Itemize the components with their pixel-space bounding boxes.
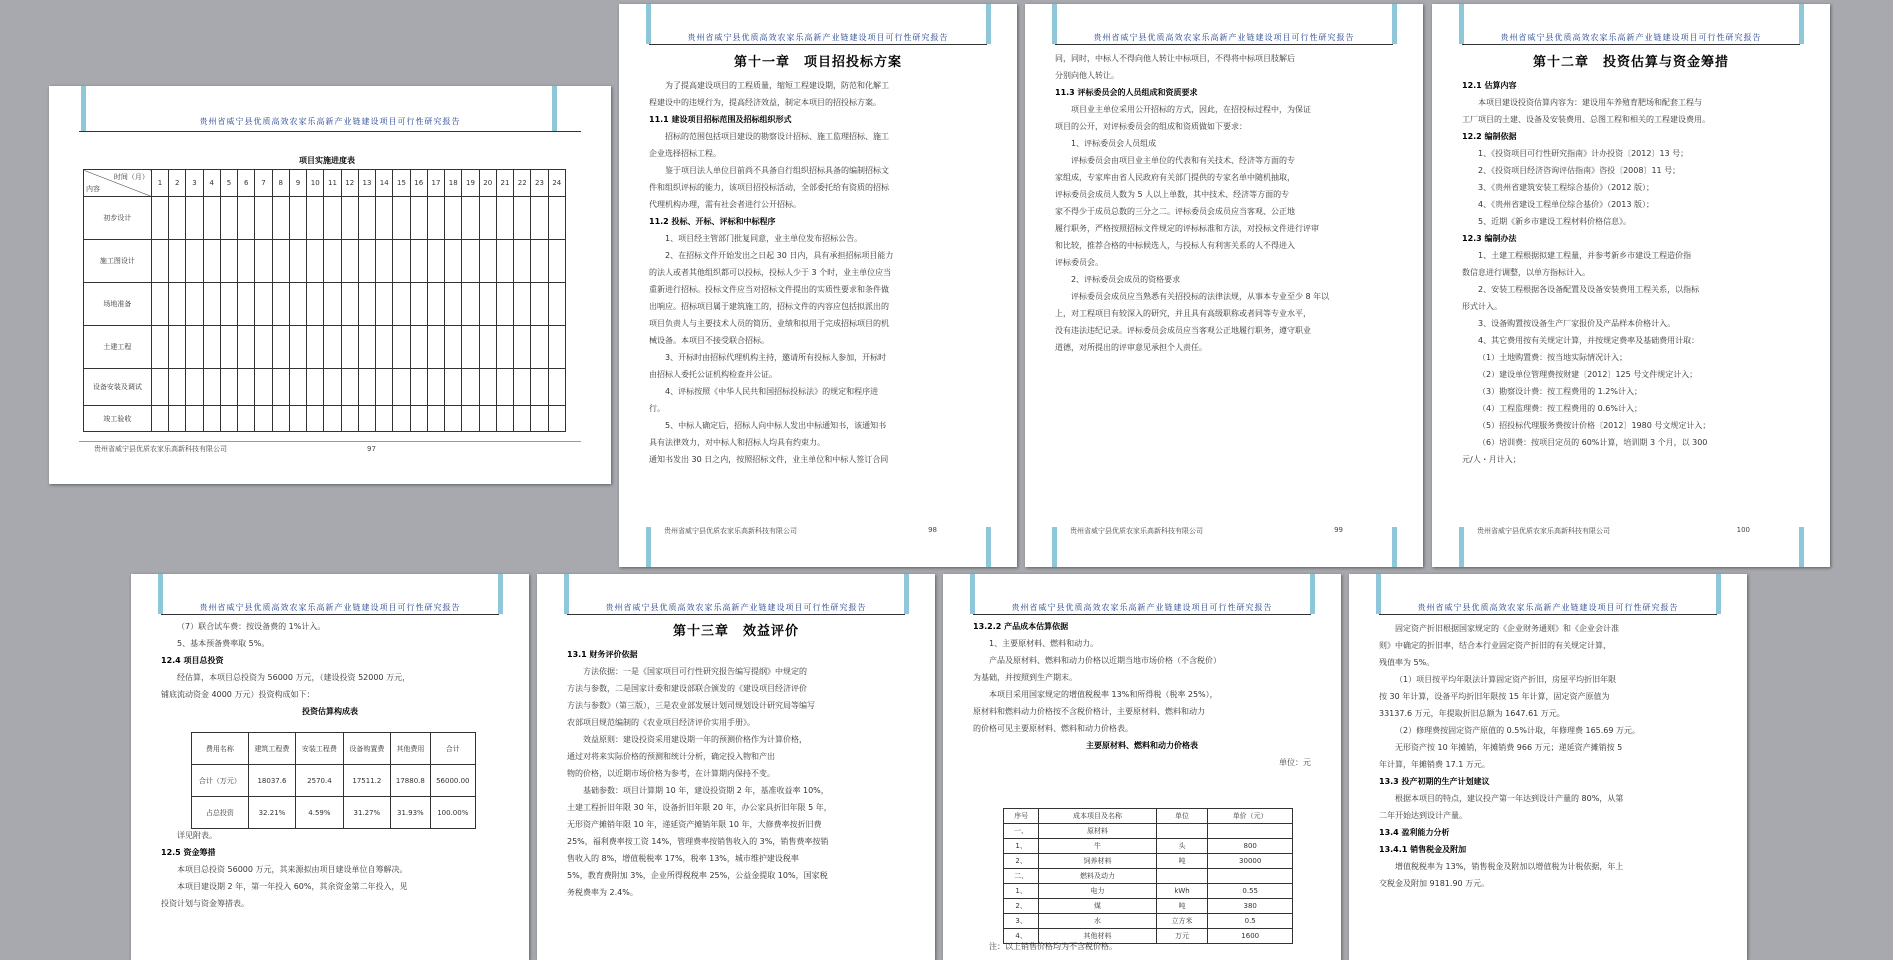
footer-rule <box>79 441 581 442</box>
section-heading: 12.3 编制办法 <box>1462 234 1517 243</box>
page-number: 100 <box>1736 526 1750 534</box>
text-line: 械设备。本项目不接受联合招标。 <box>649 336 769 345</box>
text-line: 项目业主单位采用公开招标的方式，因此，在招投标过程中，为保证 <box>1071 105 1311 114</box>
table-cell <box>1208 824 1293 839</box>
materials-price-table <box>1003 808 1293 944</box>
section-heading: 12.4 项目总投资 <box>161 656 224 665</box>
table-cell: 4.59% <box>296 797 343 829</box>
table-header-cell: 设备购置费 <box>343 733 390 765</box>
table-header-cell: 其他费用 <box>391 733 430 765</box>
page-body <box>1055 50 1393 356</box>
text-line: 无形资产摊销年限 10 年，递延资产摊销年限 10 年，大修费率按折旧费 <box>567 820 822 829</box>
text-line: 详见附表。 <box>177 831 217 840</box>
schedule-row-label: 初步设计 <box>84 197 152 240</box>
text-line: 的价格可见主要原材料、燃料和动力价格表。 <box>973 724 1133 733</box>
page-footer <box>1070 526 1383 536</box>
table-header-cell: 序号 <box>1004 809 1039 824</box>
footer-accent-bar <box>646 527 651 567</box>
month-header: 9 <box>289 170 306 197</box>
table-cell: 30000 <box>1208 854 1293 869</box>
table-row <box>1004 824 1293 839</box>
text-line: 本项目采用国家规定的增值税税率 13%和所得税（税率 25%）， <box>989 690 1218 699</box>
table-cell: 立方米 <box>1156 914 1208 929</box>
table-cell: 0.55 <box>1208 884 1293 899</box>
text-line: 残值率为 5%。 <box>1379 658 1435 667</box>
month-header: 6 <box>238 170 255 197</box>
schedule-row <box>84 369 566 406</box>
text-line: 2、评标委员会成员的资格要求 <box>1071 275 1181 284</box>
schedule-row-label: 竣工验收 <box>84 406 152 432</box>
chapter-title: 第十一章 项目招投标方案 <box>733 55 902 70</box>
document-page-101[interactable] <box>131 574 529 960</box>
text-line: 根据本项目的特点，建议投产第一年达到设计产量的 80%，从第 <box>1395 794 1624 803</box>
page-header-title: 贵州省威宁县优质高效农家乐高新产业链建设项目可行性研究报告 <box>199 117 461 126</box>
page-number: 97 <box>367 445 376 453</box>
page-header-title: 贵州省威宁县优质高效农家乐高新产业链建设项目可行性研究报告 <box>1500 33 1762 42</box>
text-line: 形式计入。 <box>1462 302 1502 311</box>
table-cell: 56000.00 <box>430 765 475 797</box>
table-row <box>1004 854 1293 869</box>
table-row <box>1004 839 1293 854</box>
text-line: 1、项目经主管部门批复同意，业主单位发布招标公告。 <box>665 234 863 243</box>
section-heading: 11.1 建设项目招标范围及招标组织形式 <box>649 115 792 124</box>
table-caption: 主要原材料、燃料和动力价格表 <box>1086 741 1198 750</box>
header-rule <box>1462 44 1800 45</box>
table-header-row <box>1004 809 1293 824</box>
month-header: 5 <box>220 170 237 197</box>
text-line: 评标委员会成员人数为 5 人以上单数，其中技术、经济等方面的专 <box>1055 190 1290 199</box>
section-heading: 12.1 估算内容 <box>1462 81 1517 90</box>
table-row <box>1004 899 1293 914</box>
corner-top-label: 时间（月） <box>113 173 149 181</box>
table-header-cell: 安装工程费 <box>296 733 343 765</box>
schedule-corner-cell <box>84 170 152 197</box>
month-header: 17 <box>427 170 444 197</box>
text-line: 年计算，年摊销费 17.1 万元。 <box>1379 760 1490 769</box>
table-cell: 1、 <box>1004 884 1039 899</box>
text-line: （1）土地购置费：按当地实际情况计入； <box>1478 353 1628 362</box>
footer-company: 贵州省威宁县优质农家乐高新科技有限公司 <box>94 445 227 453</box>
text-line: 物的价格，以近期市场价格为参考，在计算期内保持不变。 <box>567 769 775 778</box>
text-line: 工厂项目的土建、设备及安装费用、总图工程和相关的工程建设费用。 <box>1462 115 1710 124</box>
month-header: 11 <box>324 170 341 197</box>
footer-company: 贵州省威宁县优质农家乐高新科技有限公司 <box>1070 527 1203 535</box>
table-cell: 头 <box>1156 839 1208 854</box>
month-header: 3 <box>186 170 203 197</box>
header-rule <box>79 131 581 132</box>
table-caption: 投资估算构成表 <box>302 707 358 716</box>
text-line: 5%，教育费附加 3%，企业所得税税率 25%，公益金提取 10%，国家税 <box>567 871 828 880</box>
schedule-table-title: 项目实施进度表 <box>299 156 355 165</box>
text-line: 家不得少于成员总数的三分之二。评标委员会成员应当客观、公正地 <box>1055 207 1295 216</box>
text-line: 铺底流动资金 4000 万元）投资构成如下： <box>161 690 315 699</box>
text-line: 本项目建设投资估算内容为：建设用车养殖育肥场和配套工程与 <box>1478 98 1702 107</box>
table-cell: 3、 <box>1004 914 1039 929</box>
schedule-row-label: 设备安装及调试 <box>84 369 152 406</box>
footer-accent-bar <box>1392 527 1397 567</box>
month-header: 2 <box>169 170 186 197</box>
text-line: 农部项目规范编制的《农业项目经济评价实用手册》。 <box>567 718 755 727</box>
page-number: 99 <box>1334 526 1343 534</box>
text-line: 33137.6 万元，年提取折旧总额为 1647.61 万元。 <box>1379 709 1565 718</box>
text-line: 土建工程折旧年限 30 年，设备折旧年限 20 年，办公家具折旧年限 5 年， <box>567 803 832 812</box>
text-line: 评标委员会成员应当熟悉有关招投标的法律法规，从事本专业至少 8 年以 <box>1071 292 1330 301</box>
header-rule <box>1055 44 1393 45</box>
investment-table <box>191 732 476 829</box>
table-row <box>1004 914 1293 929</box>
page-body-continued <box>161 827 499 912</box>
text-line: 1、评标委员会人员组成 <box>1071 139 1157 148</box>
text-line: 增值税税率为 13%，销售税金及附加以增值税为计税依据，年上 <box>1395 862 1624 871</box>
page-header-title: 贵州省威宁县优质高效农家乐高新产业链建设项目可行性研究报告 <box>1417 603 1679 612</box>
table-cell: 煤 <box>1039 899 1156 914</box>
month-header: 13 <box>358 170 375 197</box>
footer-company: 贵州省威宁县优质农家乐高新科技有限公司 <box>664 527 797 535</box>
text-line: 方法与参数》（第三版），三是农业部发展计划司规划设计研究局等编写 <box>567 701 815 710</box>
text-line: （7）联合试车费：按设备费的 1%计入。 <box>177 622 326 631</box>
table-cell: 2、 <box>1004 854 1039 869</box>
schedule-table <box>83 169 566 432</box>
table-cell <box>1156 869 1208 884</box>
footer-accent-bar <box>1459 527 1464 567</box>
month-header: 16 <box>410 170 427 197</box>
table-cell <box>1156 824 1208 839</box>
month-header: 23 <box>531 170 548 197</box>
table-row <box>192 765 476 797</box>
text-line: 本项目总投资 56000 万元，其来源拟由项目建设单位自筹解决。 <box>177 865 408 874</box>
document-page-102[interactable] <box>537 574 935 960</box>
text-line: 原材料和燃料动力价格按不含税价格计，主要原材料、燃料和动力 <box>973 707 1205 716</box>
text-line: 件和组织评标的能力，该项目招投标活动，全部委托给有资质的招标 <box>649 183 889 192</box>
footer-accent-bar <box>1052 527 1057 567</box>
text-line: 25%，福利费率按工资 14%，管理费率按销售收入的 3%，销售费率按销 <box>567 837 829 846</box>
text-line: （5）招投标代理服务费按计价格〔2012〕1980 号文规定计入； <box>1478 421 1711 430</box>
table-cell: 二、 <box>1004 869 1039 884</box>
page-footer <box>1477 526 1790 536</box>
text-line: （2）修理费按固定资产原值的 0.5%计取，年修理费 165.69 万元。 <box>1395 726 1641 735</box>
table-row <box>1004 884 1293 899</box>
table-cell: kWh <box>1156 884 1208 899</box>
text-line: 二年开始达到设计产量。 <box>1379 811 1467 820</box>
text-line: 4、评标按照《中华人民共和国招标投标法》的规定和程序进 <box>665 387 879 396</box>
text-line: 单位：元 <box>1279 758 1311 767</box>
text-line: 重新进行招标。投标文件应当对招标文件提出的实质性要求和条件做 <box>649 285 889 294</box>
schedule-row <box>84 326 566 369</box>
table-cell: 18037.6 <box>248 765 295 797</box>
header-rule <box>973 614 1311 615</box>
text-line: 家组成，专家库由省人民政府有关部门提供的专家名单中随机抽取， <box>1055 173 1295 182</box>
section-heading: 12.2 编制依据 <box>1462 132 1517 141</box>
text-line: 3、开标时由招标代理机构主持，邀请所有投标人参加，开标时 <box>665 353 887 362</box>
text-line: 5、近期《新乡市建设工程材料价格信息》。 <box>1478 217 1632 226</box>
text-line: 上，对工程项目有较深入的研究，并且具有高级职称或者同等专业水平， <box>1055 309 1311 318</box>
text-line: 2、安装工程根据各设备配置及设备安装费用工程关系，以指标 <box>1478 285 1700 294</box>
table-cell: 0.5 <box>1208 914 1293 929</box>
page-header-title: 贵州省威宁县优质高效农家乐高新产业链建设项目可行性研究报告 <box>199 603 461 612</box>
month-header: 12 <box>341 170 358 197</box>
month-header: 10 <box>307 170 324 197</box>
text-line: 本项目建设期 2 年，第一年投入 60%，其余资金第二年投入，见 <box>177 882 408 891</box>
corner-bottom-label: 内容 <box>86 185 100 193</box>
text-line: 效益原则：建设投资采用建设期一年的预测价格作为计算价格， <box>583 735 807 744</box>
text-line: （3）勘察设计费：按工程费用的 1.2%计入； <box>1478 387 1642 396</box>
table-header-cell: 建筑工程费 <box>248 733 295 765</box>
month-header: 22 <box>514 170 531 197</box>
table-header-cell: 成本项目及名称 <box>1039 809 1156 824</box>
month-header: 21 <box>496 170 513 197</box>
text-line: 元/人・月计入； <box>1462 455 1521 464</box>
text-line: 评标委员会。 <box>1055 258 1103 267</box>
table-cell: 万元 <box>1156 929 1208 944</box>
text-line: 为了提高建设项目的工程质量，缩短工程建设期，防范和化解工 <box>665 81 889 90</box>
table-cell: 32.21% <box>248 797 295 829</box>
table-cell: 合计（万元） <box>192 765 249 797</box>
document-page-100[interactable] <box>1432 4 1830 567</box>
text-line: 固定资产折旧根据国家规定的《企业财务通则》和《企业会计准 <box>1395 624 1619 633</box>
table-cell: 17880.8 <box>391 765 430 797</box>
table-header-cell: 单价（元） <box>1208 809 1293 824</box>
text-line: 同，同时，中标人不得向他人转让中标项目，不得将中标项目肢解后 <box>1055 54 1295 63</box>
table-cell: 吨 <box>1156 854 1208 869</box>
text-line: 具有法律效力，对中标人和招标人均具有约束力。 <box>649 438 825 447</box>
text-line: （2）建设单位管理费按财建〔2012〕125 号文件规定计入； <box>1478 370 1698 379</box>
section-heading: 13.3 投产初期的生产计划建议 <box>1379 777 1490 786</box>
table-header-cell: 合计 <box>430 733 475 765</box>
text-line: 无形资产按 10 年摊销，年摊销费 966 万元；递延资产摊销按 5 <box>1395 743 1623 752</box>
text-line: 分别向他人转让。 <box>1055 71 1119 80</box>
schedule-row <box>84 197 566 240</box>
page-body <box>649 49 987 468</box>
month-header: 15 <box>393 170 410 197</box>
table-cell: 2570.4 <box>296 765 343 797</box>
text-line: （4）工程监理费：按工程费用的 0.6%计入； <box>1478 404 1642 413</box>
text-line: 由招标人委托公证机构检查并公证。 <box>649 370 777 379</box>
header-rule <box>567 614 905 615</box>
table-cell: 原材料 <box>1039 824 1156 839</box>
table-row <box>1004 869 1293 884</box>
text-line: 的法人或者其他组织都可以投标，投标人少于 3 个时，业主单位应当 <box>649 268 892 277</box>
text-line: 投资计划与资金筹措表。 <box>161 899 249 908</box>
text-line: 行。 <box>649 404 665 413</box>
page-number: 98 <box>928 526 937 534</box>
text-line: 企业选择招标工程。 <box>649 149 721 158</box>
text-line: 履行职务，严格按照招标文件规定的评标标准和方法，对投标文件进行评审 <box>1055 224 1319 233</box>
table-cell: 17511.2 <box>343 765 390 797</box>
section-heading: 13.4 盈利能力分析 <box>1379 828 1450 837</box>
table-note-block <box>973 938 1311 955</box>
text-line: 售收入的 8%，增值税税率 17%，税率 13%，城市维护建设税率 <box>567 854 799 863</box>
table-header-cell: 费用名称 <box>192 733 249 765</box>
text-line: （1）项目按平均年限法计算固定资产折旧，房屋平均折旧年限 <box>1395 675 1617 684</box>
table-cell: 380 <box>1208 899 1293 914</box>
schedule-row-label: 场地准备 <box>84 283 152 326</box>
month-header: 18 <box>445 170 462 197</box>
page-body <box>161 618 499 720</box>
text-line: 2、《投资项目经济咨询评估指南》咨投〔2008〕11 号； <box>1478 166 1681 175</box>
schedule-row <box>84 283 566 326</box>
month-header: 1 <box>151 170 168 197</box>
section-heading: 13.1 财务评价依据 <box>567 650 638 659</box>
table-cell: 31.27% <box>343 797 390 829</box>
table-cell: 其他材料 <box>1039 929 1156 944</box>
text-line: 数信息进行调整，以单方指标计入。 <box>1462 268 1590 277</box>
chapter-title: 第十三章 效益评价 <box>672 624 799 639</box>
page-body <box>1379 620 1717 892</box>
header-rule <box>161 614 499 615</box>
table-cell: 吨 <box>1156 899 1208 914</box>
page-footer <box>94 444 571 454</box>
text-line: 产品及原材料、燃料和动力价格以近期当地市场价格（不含税价） <box>989 656 1221 665</box>
table-cell: 4、 <box>1004 929 1039 944</box>
text-line: 道德，对所提出的评审意见承担个人责任。 <box>1055 343 1207 352</box>
table-header-row <box>192 733 476 765</box>
text-line: 1、主要原材料、燃料和动力。 <box>989 639 1099 648</box>
table-cell: 电力 <box>1039 884 1156 899</box>
table-header-cell: 单位 <box>1156 809 1208 824</box>
page-footer <box>664 526 977 536</box>
text-line: 5、基本预备费率取 5%。 <box>177 639 270 648</box>
text-line: 方法依据：一是《国家项目可行性研究报告编写提纲》中规定的 <box>583 667 807 676</box>
text-line: 为基础，并按照到生产期末。 <box>973 673 1077 682</box>
table-cell: 燃料及动力 <box>1039 869 1156 884</box>
table-cell <box>1208 869 1293 884</box>
schedule-row <box>84 240 566 283</box>
text-line: 按 30 年计算，设备平均折旧年限按 15 年计算，固定资产原值为 <box>1379 692 1610 701</box>
schedule-row-label: 施工图设计 <box>84 240 152 283</box>
table-note: 注：以上销售价格均为不含税价格。 <box>989 942 1117 951</box>
document-page-97[interactable] <box>49 86 611 484</box>
text-line: 项目负责人与主要技术人员的简历、业绩和拟用于完成招标项目的机 <box>649 319 889 328</box>
table-cell: 2、 <box>1004 899 1039 914</box>
text-line: 3、《贵州省建筑安装工程综合基价》（2012 版）； <box>1478 183 1654 192</box>
text-line: 基础参数：项目计算期 10 年，建设投资期 2 年，基准收益率 10%， <box>583 786 829 795</box>
text-line: 代理机构办理，需有社会者进行公开招标。 <box>649 200 801 209</box>
section-heading: 11.2 投标、开标、评标和中标程序 <box>649 217 776 226</box>
text-line: 鉴于项目法人单位目前尚不具备自行组织招标具备的编制招标文 <box>665 166 889 175</box>
text-line: 项目的公开，对评标委员会的组成和资质做如下要求： <box>1055 122 1247 131</box>
footer-accent-bar <box>1799 527 1804 567</box>
text-line: 出响应。招标项目属于建筑施工的，招标文件的内容应包括拟派出的 <box>649 302 889 311</box>
text-line: （6）培训费：按项目定员的 60%计算，培训期 3 个月，以 300 <box>1478 438 1708 447</box>
section-heading: 13.2.2 产品成本估算依据 <box>973 622 1069 631</box>
page-header-title: 贵州省威宁县优质高效农家乐高新产业链建设项目可行性研究报告 <box>605 603 867 612</box>
text-line: 务税费率为 2.4%。 <box>567 888 638 897</box>
text-line: 交税金及附加 9181.90 万元。 <box>1379 879 1490 888</box>
section-heading: 12.5 资金筹措 <box>161 848 216 857</box>
table-cell: 牛 <box>1039 839 1156 854</box>
table-cell: 饲养材料 <box>1039 854 1156 869</box>
page-body <box>1462 49 1800 468</box>
chapter-title: 第十二章 投资估算与资金筹措 <box>1532 55 1729 70</box>
text-line: 通知书发出 30 日之内，按照招标文件，业主单位和中标人签订合同 <box>649 455 889 464</box>
footer-company: 贵州省威宁县优质农家乐高新科技有限公司 <box>1477 527 1610 535</box>
table-row <box>192 797 476 829</box>
text-line: 5、中标人确定后，招标人向中标人发出中标通知书，该通知书 <box>665 421 887 430</box>
table-cell: 一、 <box>1004 824 1039 839</box>
text-line: 1、土建工程根据拟建工程量，并参考新乡市建设工程造价指 <box>1478 251 1692 260</box>
text-line: 程建设中的违规行为，提高经济效益，制定本项目的招投标方案。 <box>649 98 881 107</box>
month-header: 8 <box>272 170 289 197</box>
section-heading: 11.3 评标委员会的人员组成和资质要求 <box>1055 88 1198 97</box>
table-cell: 占总投资 <box>192 797 249 829</box>
text-line: 招标的范围包括项目建设的勘察设计招标、施工监理招标、施工 <box>665 132 889 141</box>
footer-accent-bar <box>986 527 991 567</box>
text-line: 经估算，本项目总投资为 56000 万元，（建设投资 52000 万元， <box>177 673 411 682</box>
month-header: 20 <box>479 170 496 197</box>
page-body <box>973 618 1311 771</box>
table-cell: 1、 <box>1004 839 1039 854</box>
text-line: 1、《投资项目可行性研究指南》计办投资〔2012〕13 号； <box>1478 149 1689 158</box>
text-line: 2、在招标文件开始发出之日起 30 日内，具有承担招标项目能力 <box>665 251 894 260</box>
schedule-row-label: 土建工程 <box>84 326 152 369</box>
text-line: 通过对将来实际价格的预测和统计分析，确定投入物和产出 <box>567 752 775 761</box>
page-header-title: 贵州省威宁县优质高效农家乐高新产业链建设项目可行性研究报告 <box>1011 603 1273 612</box>
table-cell: 800 <box>1208 839 1293 854</box>
table-cell: 1600 <box>1208 929 1293 944</box>
document-page-103[interactable] <box>943 574 1341 960</box>
page-header-title: 贵州省威宁县优质高效农家乐高新产业链建设项目可行性研究报告 <box>687 33 949 42</box>
month-header: 19 <box>462 170 479 197</box>
document-page-99[interactable] <box>1025 4 1423 567</box>
text-line: 和比较，推荐合格的中标候选人，与投标人有利害关系的人不得进入 <box>1055 241 1295 250</box>
table-cell: 100.00% <box>430 797 475 829</box>
document-page-98[interactable] <box>619 4 1017 567</box>
page-header-title: 贵州省威宁县优质高效农家乐高新产业链建设项目可行性研究报告 <box>1093 33 1355 42</box>
month-header: 14 <box>376 170 393 197</box>
text-line: 评标委员会由项目业主单位的代表和有关技术、经济等方面的专 <box>1071 156 1295 165</box>
table-cell: 水 <box>1039 914 1156 929</box>
document-page-104[interactable] <box>1349 574 1747 960</box>
month-header: 7 <box>255 170 272 197</box>
month-header: 4 <box>203 170 220 197</box>
text-line: 4、其它费用按有关规定计算，并按规定费率及基础费用计取： <box>1478 336 1700 345</box>
section-heading: 13.4.1 销售税金及附加 <box>1379 845 1467 854</box>
text-line: 方法与参数，二是国家计委和建设部联合颁发的《建设项目经济评价 <box>567 684 807 693</box>
page-body <box>567 618 905 901</box>
month-header: 24 <box>548 170 565 197</box>
text-line: 则》中确定的折旧率，结合本行业固定资产折旧的有关规定计算， <box>1379 641 1611 650</box>
header-rule <box>1379 614 1717 615</box>
table-cell: 31.93% <box>391 797 430 829</box>
text-line: 4、《贵州省建设工程单位综合基价》（2013 版）； <box>1478 200 1654 209</box>
schedule-row <box>84 406 566 432</box>
header-rule <box>649 44 987 45</box>
text-line: 3、设备购置按设备生产厂家报价及产品样本价格计入。 <box>1478 319 1676 328</box>
text-line: 没有违法违纪记录。评标委员会成员应当客观公正地履行职务，遵守职业 <box>1055 326 1311 335</box>
